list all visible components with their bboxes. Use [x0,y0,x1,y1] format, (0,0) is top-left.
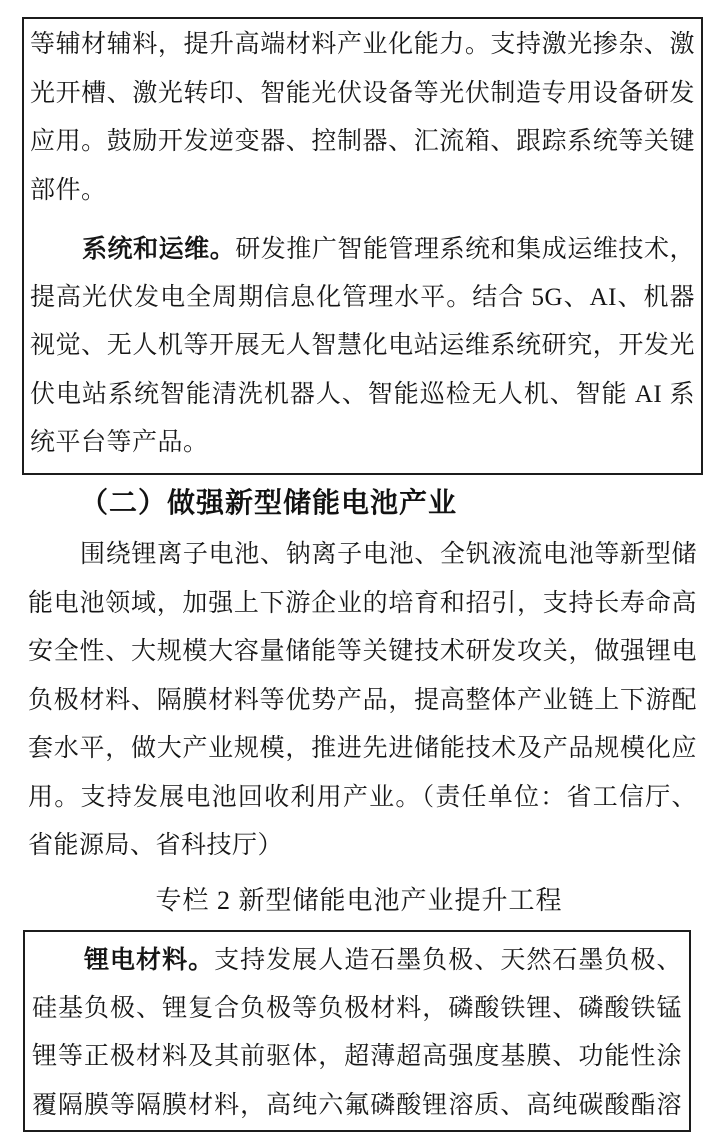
text-line: 锂电材料。支持发展人造石墨负极、天然石墨负极、 [84,946,682,974]
text-line: 视觉、无人机等开展无人智慧化电站运维系统研究，开发光 [30,332,695,359]
text-line: 锂等正极材料及其前驱体，超薄超高强度基膜、功能性涂 [32,1043,682,1070]
text-line: 围绕锂离子电池、钠离子电池、全钒液流电池等新型储 [80,541,697,568]
text-line: 伏电站系统智能清洗机器人、智能巡检无人机、智能 AI 系 [30,380,695,408]
body-paragraph [28,531,697,871]
text-line: 部件。 [30,176,107,204]
text-line: 套水平，做大产业规模，推进先进储能技术及产品规模化应 [28,735,697,762]
text-line: 省能源局、省科技厅） [28,832,284,859]
text-line: 用。支持发展电池回收利用产业。（责任单位：省工信厅、 [28,783,697,811]
callout-box-battery [23,930,691,1132]
text-line: 应用。鼓励开发逆变器、控制器、汇流箱、跟踪系统等关键 [30,128,695,155]
bold-lead: 系统和运维。 [82,235,236,263]
column-caption: 专栏 2 新型储能电池产业提升工程 [155,886,563,915]
text-line: 硅基负极、锂复合负极等负极材料，磷酸铁锂、磷酸铁锰 [32,994,682,1022]
text-line: 负极材料、隔膜材料等优势产品，提高整体产业链上下游配 [28,686,697,714]
text-line: 能电池领域，加强上下游企业的培育和招引，支持长寿命高 [28,589,697,617]
text-line: 安全性、大规模大容量储能等关键技术研发攻关，做强锂电 [28,638,697,665]
text-line: 光开槽、激光转印、智能光伏设备等光伏制造专用设备研发 [30,79,695,107]
text-line: 统平台等产品。 [30,429,209,456]
text-line: 等辅材辅料，提升高端材料产业化能力。支持激光掺杂、激 [30,31,695,58]
text-line: 覆隔膜等隔膜材料，高纯六氟磷酸锂溶质、高纯碳酸酯溶 [32,1091,682,1119]
section-heading: （二）做强新型储能电池产业 [80,487,458,518]
callout-box-photovoltaic [22,17,703,475]
text-line: 系统和运维。研发推广智能管理系统和集成运维技术， [82,235,695,263]
bold-lead: 锂电材料。 [84,946,215,974]
text-line: 提高光伏发电全周期信息化管理水平。结合 5G、AI、机器 [30,283,695,311]
